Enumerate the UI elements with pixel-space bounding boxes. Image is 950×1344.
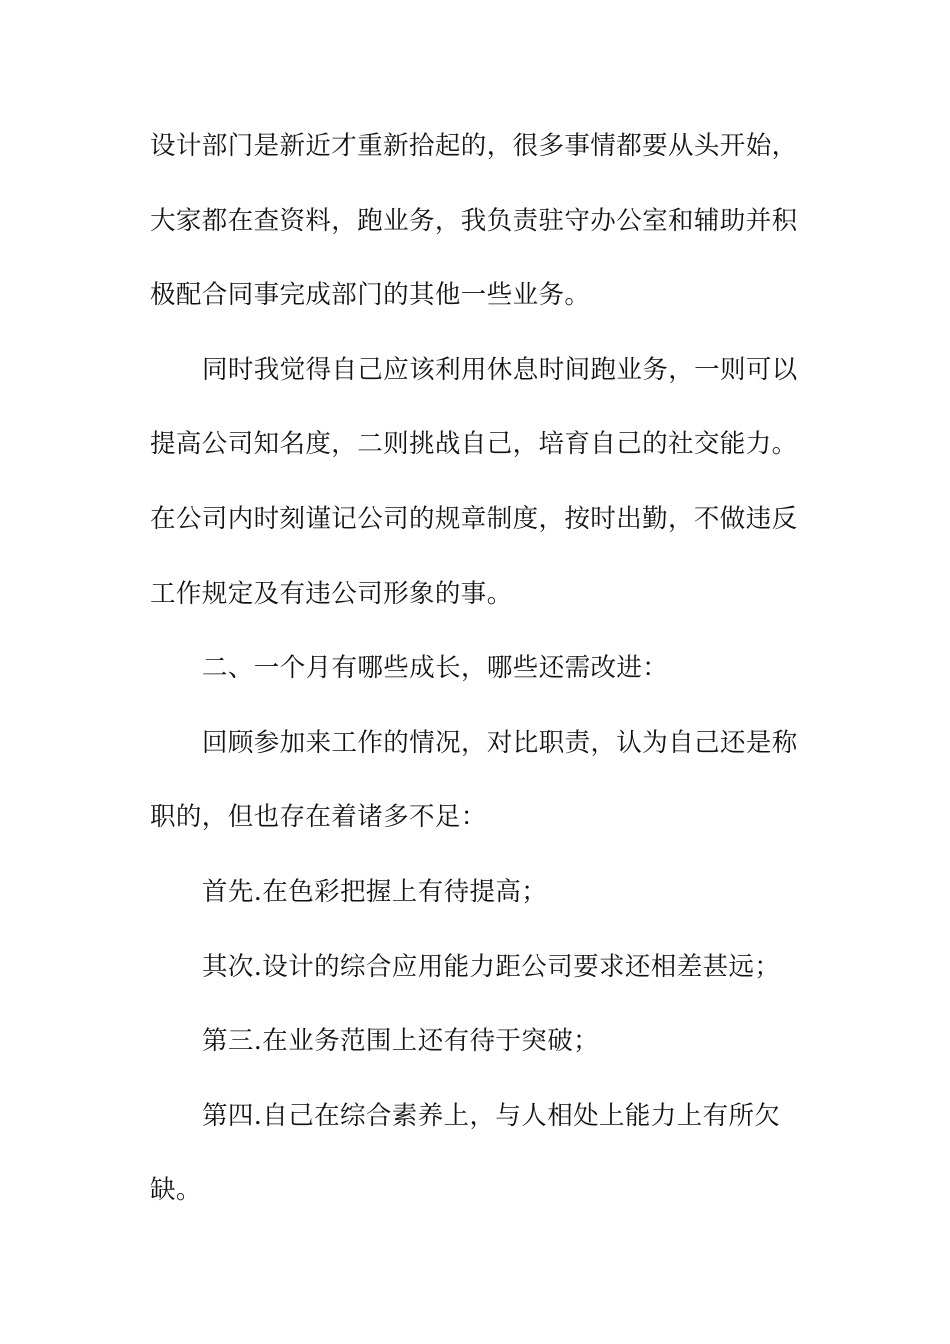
text-line: 极配合同事完成部门的其他一些业务。 [150, 280, 591, 311]
text-line: 在公司内时刻谨记公司的规章制度，按时出勤，不做违反 [150, 503, 798, 534]
text-line: 提高公司知名度，二则挑战自己，培育自己的社交能力。 [150, 429, 798, 460]
text-line: 大家都在查资料，跑业务，我负责驻守办公室和辅助并积 [150, 205, 798, 236]
list-item: 其次.设计的综合应用能力距公司要求还相差甚远； [202, 951, 781, 982]
paragraph-first-line: 回顾参加来工作的情况，对比职责，认为自己还是称 [202, 727, 798, 758]
document-body [150, 126, 810, 1245]
list-item: 第三.在业务范围上还有待于突破； [202, 1026, 600, 1057]
section-heading: 二、一个月有哪些成长，哪些还需改进： [202, 653, 669, 684]
list-item: 首先.在色彩把握上有待提高； [202, 876, 548, 907]
text-line: 设计部门是新近才重新拾起的，很多事情都要从头开始， [150, 131, 798, 161]
text-line: 职的，但也存在着诸多不足： [150, 802, 487, 833]
text-line: 缺。 [150, 1175, 202, 1206]
paragraph-first-line: 同时我觉得自己应该利用休息时间跑业务，一则可以 [202, 354, 798, 385]
text-line: 工作规定及有违公司形象的事。 [150, 578, 513, 609]
list-item: 第四.自己在综合素养上，与人相处上能力上有所欠 [202, 1100, 781, 1131]
